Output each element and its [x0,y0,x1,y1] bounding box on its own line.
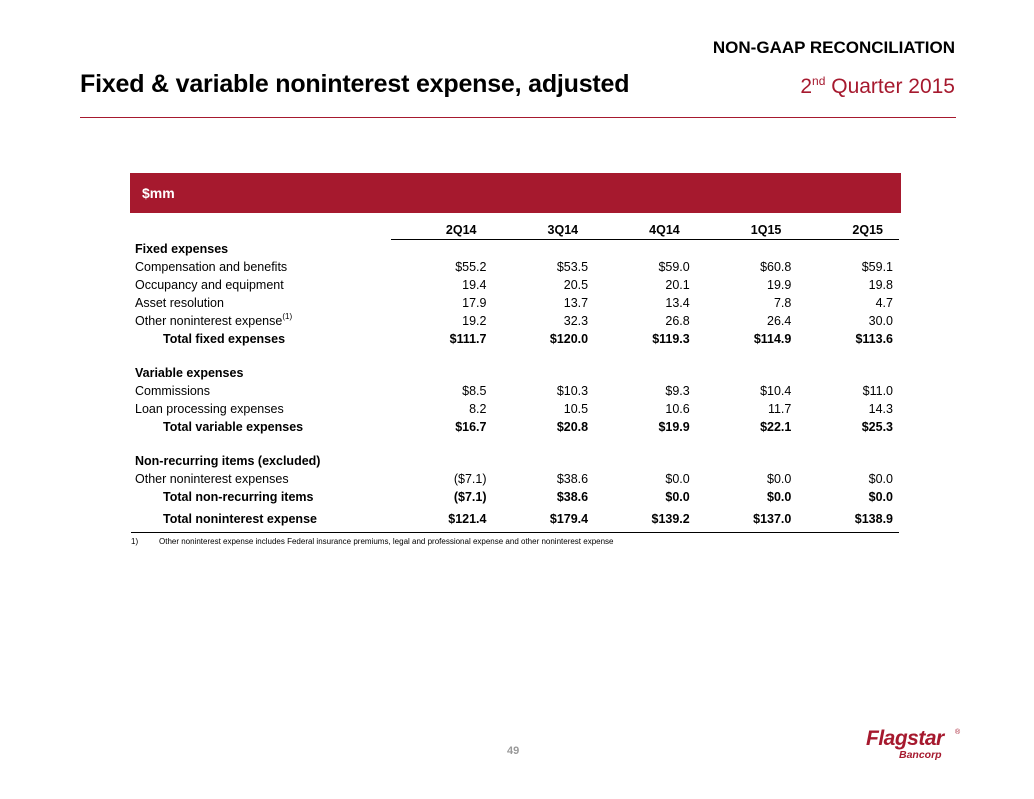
expense-table [131,220,899,533]
section-heading: Fixed expenses [135,241,229,256]
table-row [131,294,899,312]
column-header-blank [131,220,391,240]
section-heading: Variable expenses [135,366,244,380]
header-divider [80,117,956,118]
cell-value: $137.0 [696,506,798,533]
cell-value: $179.4 [492,506,594,533]
cell-value: $11.0 [862,384,893,398]
cell-value: $20.8 [556,420,589,434]
row-label: Occupancy and equipment [135,278,284,292]
cell-value: $139.2 [594,506,696,533]
column-header-row [131,220,899,240]
cell-value: 14.3 [868,402,893,416]
table-row-grand-total [131,506,899,533]
section-heading: Non-recurring items (excluded) [135,454,321,468]
row-label: Total noninterest expense [131,506,391,533]
table-row [131,452,899,470]
cell-value: $10.3 [556,384,589,398]
cell-value: 7.8 [773,296,792,310]
column-header: 4Q14 [594,220,696,240]
logo-subtext: Bancorp [899,749,942,761]
cell-value: 10.5 [563,402,589,416]
unit-label: $mm [142,185,175,201]
row-label: Compensation and benefits [135,260,288,274]
row-label: Loan processing expenses [135,402,284,416]
table-row [131,258,899,276]
cell-value: 11.7 [767,402,792,416]
cell-value: $119.3 [652,332,690,346]
cell-value: $0.0 [868,472,893,486]
cell-value: 17.9 [462,296,487,310]
cell-value: $111.7 [449,332,487,346]
row-label: Total non-recurring items [163,490,314,504]
table-row [131,400,899,418]
cell-value: $0.0 [665,490,690,504]
cell-value: 20.1 [665,278,690,292]
cell-value: 26.8 [665,314,690,328]
cell-value: $19.9 [658,420,690,434]
table-row-total [131,488,899,506]
row-label: Commissions [135,384,211,398]
cell-value: $0.0 [868,490,893,504]
cell-value: $0.0 [665,472,690,486]
cell-value: 4.7 [875,296,893,310]
cell-value: $120.0 [549,332,589,346]
table-row [131,312,899,330]
row-label: Total variable expenses [163,420,304,434]
cell-value: 20.5 [563,278,589,292]
table-row [131,364,899,382]
spacer-row [131,436,899,452]
cell-value: $38.6 [556,490,589,504]
cell-value: $60.8 [760,260,792,274]
column-header: 2Q14 [391,220,493,240]
cell-value: $9.3 [665,384,690,398]
cell-value: 19.2 [462,314,487,328]
table-header-band [130,173,901,213]
cell-value: $59.0 [658,260,690,274]
cell-value: $59.1 [861,260,893,274]
row-label: Other noninterest expenses [135,472,289,486]
cell-value: 30.0 [868,314,893,328]
page-title: Fixed & variable noninterest expense, adjusted [80,70,630,98]
table-row [131,240,899,259]
cell-value: $113.6 [855,332,893,346]
row-label: Other noninterest expense$^{(1)}$ [135,312,293,328]
footnote [131,537,614,546]
cell-value: $53.5 [556,260,589,274]
footnote-number: 1) [131,537,139,546]
section-label: NON-GAAP RECONCILIATION [712,38,955,57]
flagstar-logo [866,727,966,765]
cell-value: $0.0 [767,472,792,486]
page-number: 49 [507,745,520,757]
column-header: 2Q15 [797,220,899,240]
cell-value: 13.7 [563,296,589,310]
footnote-text: Other noninterest expense includes Federal insurance premiums, legal and professional expense and other noninterest expense [159,537,614,546]
table-row [131,382,899,400]
footnote-ref: (1) [282,312,293,321]
cell-value: 32.3 [563,314,589,328]
table-row [131,470,899,488]
registered-mark: ® [955,729,961,736]
cell-value: 19.8 [868,278,893,292]
cell-value: 19.4 [462,278,487,292]
cell-value: $22.1 [760,420,792,434]
table-row-total [131,330,899,348]
table-row-total [131,418,899,436]
cell-value: 8.2 [469,402,487,416]
cell-value: $114.9 [753,332,792,346]
cell-value: 10.6 [665,402,690,416]
row-label: Total fixed expenses [163,332,286,346]
cell-value: $25.3 [861,420,893,434]
column-header: 1Q15 [696,220,798,240]
cell-value: 19.9 [767,278,792,292]
cell-value: $38.6 [556,472,589,486]
quarter-label: 2nd Quarter 2015 [800,74,955,98]
logo-wordmark: Flagstar [866,727,944,750]
cell-value: 26.4 [767,314,792,328]
cell-value: $8.5 [462,384,487,398]
cell-value: $10.4 [760,384,792,398]
cell-value: ($7.1) [453,490,487,504]
cell-value: ($7.1) [453,472,487,486]
row-label: Asset resolution [135,296,224,310]
cell-value: $16.7 [455,420,487,434]
table-row [131,276,899,294]
cell-value: 13.4 [665,296,690,310]
cell-value: $55.2 [455,260,487,274]
spacer-row [131,348,899,364]
cell-value: $138.9 [797,506,899,533]
cell-value: $121.4 [391,506,493,533]
column-header: 3Q14 [492,220,594,240]
cell-value: $0.0 [767,490,792,504]
